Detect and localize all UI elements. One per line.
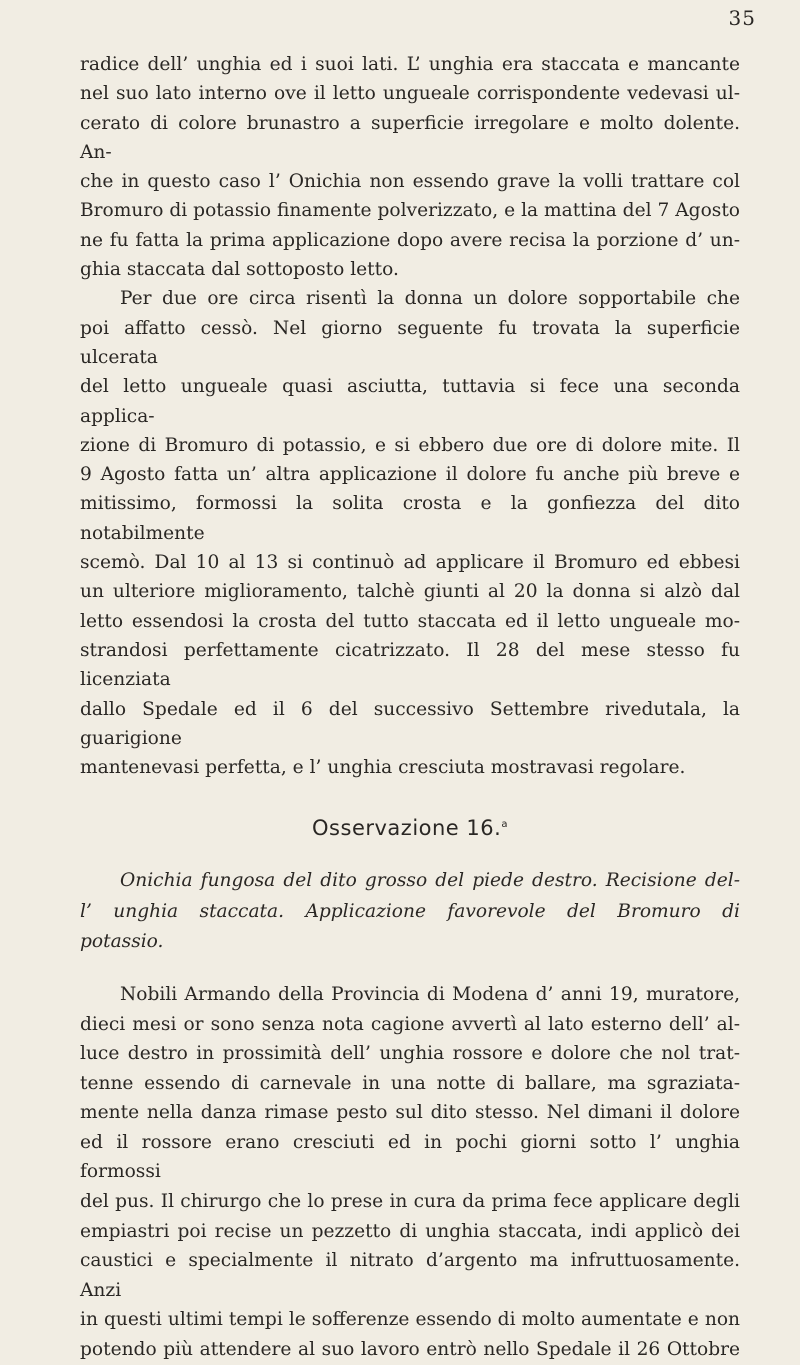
text-line: 9 Agosto fatta un’ altra applicazione il dolore fu anche più breve e <box>80 464 740 486</box>
text-line: letto essendosi la crosta del tutto staccata ed il letto ungueale mo- <box>80 610 740 632</box>
text-line: ghia staccata dal sottoposto letto. <box>80 259 399 281</box>
text-line: del pus. Il chirurgo che lo prese in cura da prima fece applicare degli <box>80 1191 740 1213</box>
heading-superscript: a <box>501 819 508 831</box>
text-line: luce destro in prossimità dell’ unghia rossore e dolore che nol trat- <box>80 1043 740 1065</box>
text-line: cerato di colore brunastro a superficie irregolare e molto dolente. An- <box>80 112 740 163</box>
section-heading <box>80 816 740 840</box>
text-line: scemò. Dal 10 al 13 si continuò ad applicare il Bromuro ed ebbesi <box>80 552 740 574</box>
heading-text: Osservazione 16. <box>312 816 502 841</box>
text-body <box>80 50 740 1365</box>
text-line: dallo Spedale ed il 6 del successivo Settembre rivedutala, la guarigione <box>80 698 740 749</box>
text-line: poi affatto cessò. Nel giorno seguente fu trovata la superficie ulcerata <box>80 317 740 368</box>
summary-line: Onichia fungosa del dito grosso del piede destro. Recisione del- <box>120 870 740 892</box>
paragraph-treatment <box>80 284 740 782</box>
text-line: Per due ore circa risentì la donna un dolore sopportabile che <box>120 288 740 310</box>
text-line: Bromuro di potassio finamente polverizzato, e la mattina del 7 Agosto <box>80 200 740 222</box>
summary-line: potassio. <box>80 931 164 953</box>
text-line: nel suo lato interno ove il letto ungueale corrispondente vedevasi ul- <box>80 83 740 105</box>
text-line: in questi ultimi tempi le sofferenze essendo di molto aumentate e non <box>80 1309 740 1331</box>
text-line: che in questo caso l’ Onichia non essendo grave la volli trattare col <box>80 171 740 193</box>
paragraph-case-history <box>80 980 740 1365</box>
text-line: ed il rossore erano cresciuti ed in pochi giorni sotto l’ unghia formossi <box>80 1131 740 1183</box>
text-line: strandosi perfettamente cicatrizzato. Il 28 del mese stesso fu licenziata <box>80 639 740 691</box>
text-line: tenne essendo di carnevale in una notte di ballare, ma sgraziata- <box>80 1072 740 1094</box>
text-line: caustici e specialmente il nitrato d’argento ma infruttuosamente. Anzi <box>80 1250 740 1301</box>
page-number: 35 <box>728 6 756 30</box>
text-line: zione di Bromuro di potassio, e si ebbero due ore di dolore mite. Il <box>80 434 740 456</box>
text-line: dieci mesi or sono senza nota cagione avvertì al lato esterno dell’ al- <box>80 1013 740 1035</box>
text-line: radice dell’ unghia ed i suoi lati. L’ unghia era staccata e mancante <box>80 54 740 75</box>
case-summary <box>80 866 740 958</box>
text-line: potendo più attendere al suo lavoro entrò nello Spedale il 26 Ottobre <box>80 1339 740 1361</box>
paragraph-continuation <box>80 50 740 284</box>
text-line: Nobili Armando della Provincia di Modena d’ anni 19, muratore, <box>120 983 740 1005</box>
text-line: mitissimo, formossi la solita crosta e la gonfiezza del dito notabilmente <box>80 493 740 544</box>
text-line: mantenevasi perfetta, e l’ unghia cresciuta mostravasi regolare. <box>80 757 686 779</box>
summary-line: l’ unghia staccata. Applicazione favorevole del Bromuro di <box>80 900 740 922</box>
text-line: un ulteriore miglioramento, talchè giunti al 20 la donna si alzò dal <box>80 581 740 603</box>
text-line: ne fu fatta la prima applicazione dopo avere recisa la porzione d’ un- <box>80 229 740 251</box>
text-line: del letto ungueale quasi asciutta, tuttavia si fece una seconda applica- <box>80 376 740 427</box>
text-line: mente nella danza rimase pesto sul dito stesso. Nel dimani il dolore <box>80 1102 740 1124</box>
text-line: empiastri poi recise un pezzetto di unghia staccata, indi applicò dei <box>80 1220 740 1242</box>
